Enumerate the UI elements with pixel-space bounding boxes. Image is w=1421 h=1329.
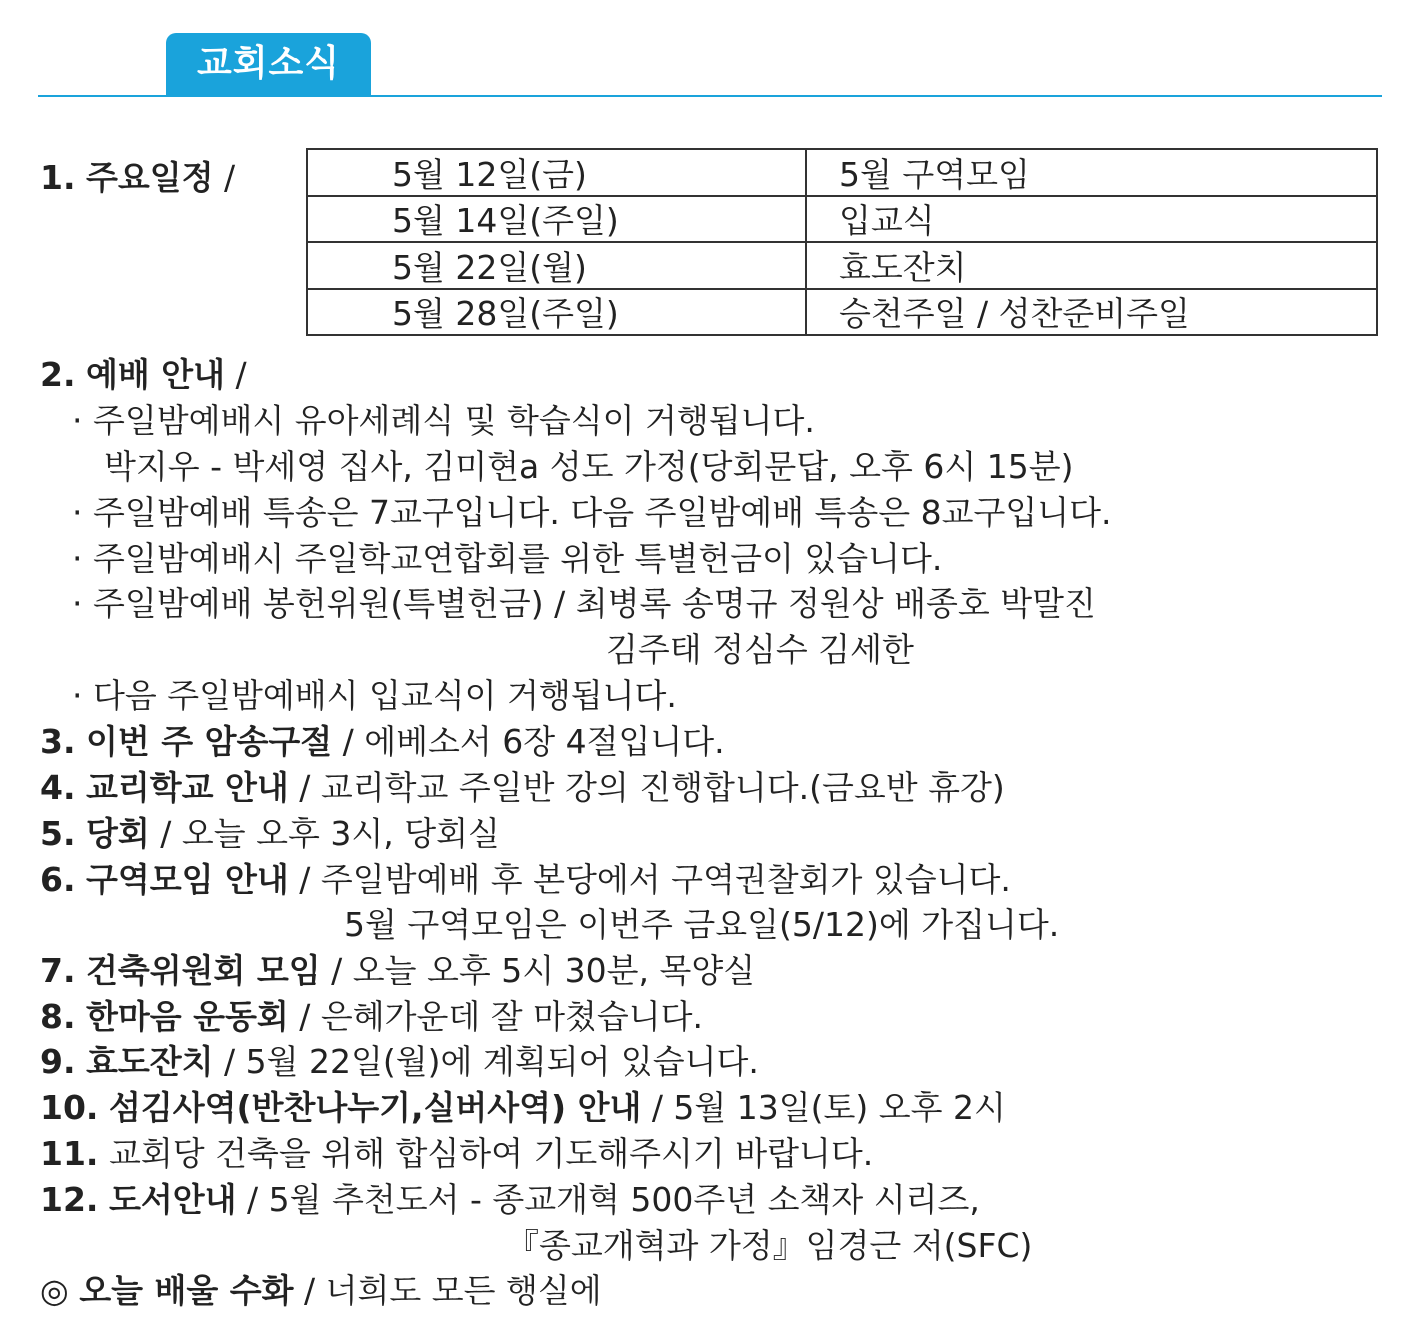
item-6 [40,858,1011,902]
schedule-event: 승천주일 / 성찬준비주일 [806,289,1377,336]
schedule-row [307,242,1377,289]
schedule-event: 효도잔치 [806,242,1377,289]
schedule-event: 입교식 [806,196,1377,243]
item-11-number: 11. [40,1134,99,1173]
item-12-continuation: 『종교개혁과 가정』임경근 저(SFC) [506,1226,1033,1265]
schedule-date: 5월 12일(금) [307,149,806,196]
item-5-text: / 오늘 오후 3시, 당회실 [160,814,500,853]
item-7 [40,949,755,993]
item-sign-language-text: / 너희도 모든 행실에 [304,1271,602,1310]
item-9-title: 효도잔치 [86,1042,214,1081]
worship-note: 김주태 정심수 김세한 [606,630,914,669]
item-6-continuation: 5월 구역모임은 이번주 금요일(5/12)에 가집니다. [344,905,1060,944]
worship-note: · 다음 주일밤예배시 입교식이 거행됩니다. [72,676,677,715]
schedule-row [307,289,1377,336]
item-sign-language-title: 오늘 배울 수화 [79,1271,294,1310]
item-12-title: 도서안내 [108,1180,237,1219]
item-8-number: 8. [40,997,76,1036]
item-5-title: 당회 [86,814,150,853]
item-10-number: 10. [40,1088,99,1127]
item-12-number: 12. [40,1180,99,1219]
item-9-number: 9. [40,1042,76,1081]
item-1-title: 주요일정 [86,158,214,197]
item-2-heading [40,353,247,397]
item-12 [40,1178,980,1222]
item-5-number: 5. [40,814,76,853]
item-8 [40,995,703,1039]
item-8-title: 한마음 운동회 [86,997,289,1036]
item-9 [40,1040,759,1084]
item-sign-language [40,1269,602,1313]
item-11-text: 교회당 건축을 위해 합심하여 기도해주시기 바랍니다. [108,1134,874,1173]
header-divider [38,95,1382,97]
news-header-tab: 교회소식 [166,33,371,95]
worship-note: · 주일밤예배 봉헌위원(특별헌금) / 최병록 송명규 정원상 배종호 박말진 [72,584,1096,623]
item-4-title: 교리학교 안내 [86,768,289,807]
item-4 [40,766,1005,810]
worship-note: · 주일밤예배 특송은 7교구입니다. 다음 주일밤예배 특송은 8교구입니다. [72,493,1112,532]
item-3-text: / 에베소서 6장 4절입니다. [342,722,725,761]
schedule-date: 5월 22일(월) [307,242,806,289]
double-circle-icon: ◎ [40,1271,69,1310]
item-11 [40,1132,873,1176]
item-10 [40,1086,1006,1130]
worship-note: · 주일밤예배시 주일학교연합회를 위한 특별헌금이 있습니다. [72,539,943,578]
item-12-text: / 5월 추천도서 - 종교개혁 500주년 소책자 시리즈, [246,1180,980,1219]
worship-note: · 주일밤예배시 유아세례식 및 학습식이 거행됩니다. [72,401,815,440]
item-10-title: 섬김사역(반찬나누기,실버사역) 안내 [108,1088,642,1127]
item-7-number: 7. [40,951,76,990]
item-3 [40,720,725,764]
schedule-row [307,149,1377,196]
item-5 [40,812,500,856]
schedule-date: 5월 28일(주일) [307,289,806,336]
schedule-date: 5월 14일(주일) [307,196,806,243]
item-7-title: 건축위원회 모임 [86,951,321,990]
item-4-text: / 교리학교 주일반 강의 진행합니다.(금요반 휴강) [299,768,1005,807]
schedule-table [306,148,1378,336]
item-3-title: 이번 주 암송구절 [86,722,333,761]
item-1-heading [40,156,235,200]
item-4-number: 4. [40,768,76,807]
item-2-separator: / [235,355,247,394]
schedule-event: 5월 구역모임 [806,149,1377,196]
item-7-text: / 오늘 오후 5시 30분, 목양실 [331,951,756,990]
item-6-text: / 주일밤예배 후 본당에서 구역권찰회가 있습니다. [299,860,1011,899]
worship-note: 박지우 - 박세영 집사, 김미현a 성도 가정(당회문답, 오후 6시 15분) [104,447,1074,486]
item-8-text: / 은혜가운데 잘 마쳤습니다. [299,997,704,1036]
item-1-number: 1. [40,158,76,197]
item-3-number: 3. [40,722,76,761]
schedule-row [307,196,1377,243]
item-6-title: 구역모임 안내 [86,860,289,899]
item-9-text: / 5월 22일(월)에 계획되어 있습니다. [224,1042,759,1081]
item-6-number: 6. [40,860,76,899]
item-10-text: / 5월 13일(토) 오후 2시 [651,1088,1006,1127]
item-2-number: 2. [40,355,76,394]
item-2-title: 예배 안내 [86,355,226,394]
item-1-separator: / [224,158,236,197]
